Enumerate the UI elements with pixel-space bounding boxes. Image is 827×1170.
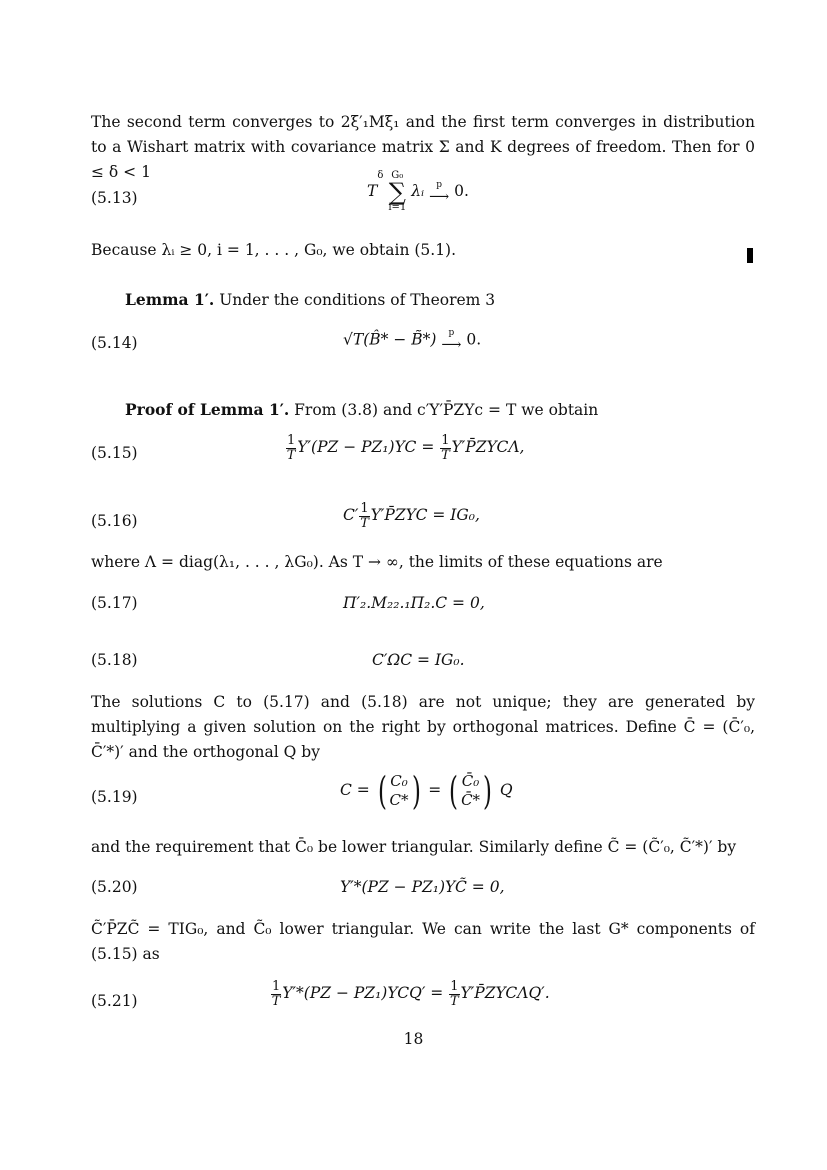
paragraph-requirement: and the requirement that C̄₀ be lower triangular. Similarly define C̃ = (C̃′₀, C̃′*)′ by (91, 838, 737, 856)
eq-5-14-rhs: 0. (466, 330, 482, 349)
lemma-text: Under the conditions of Theorem 3 (219, 291, 496, 309)
paragraph-last-components: C̃′P̄ZC̃ = TIG₀, and C̃₀ lower triangular. We can write the last G* components of (5.15) as (91, 920, 755, 963)
eq-5-21-mid: Y′*(PZ − PZ₁)YCQ′ = (282, 984, 444, 1003)
fraction-4-num: 1 (272, 979, 281, 994)
eq-5-15-mid: Y′(PZ − PZ₁)YC = (297, 438, 435, 457)
eq-5-15-rhs: Y′P̄ZYCΛ, (451, 438, 525, 457)
convergence-arrow-2: p ⟶ (441, 328, 462, 353)
lemma-label: Lemma 1′. (125, 290, 215, 309)
eq-5-16-number: (5.16) (91, 512, 138, 530)
equation-5-15 (285, 434, 524, 462)
eq-5-21-number: (5.21) (91, 992, 138, 1010)
eq-5-19-tail: Q (499, 781, 513, 799)
vector-c-top: C₀ (390, 772, 408, 791)
fraction-1-num: 1 (287, 433, 296, 448)
eq-5-20-expr: Y′*(PZ − PZ₁)YC̃ = 0, (340, 878, 505, 896)
vector-c: ( C₀ C* ) (377, 769, 421, 813)
fraction-5 (449, 980, 459, 1008)
eq-5-16-pre: C′ (343, 506, 359, 525)
where-line: where Λ = diag(λ₁, . . . , λG₀). As T → ∞, the limits of these equations are (91, 553, 663, 571)
paragraph-solutions: The solutions C to (5.17) and (5.18) are not unique; they are generated by multiplying a given solution on the right by orthogonal matrices. Define C̄ = (C̄′₀, C̄′*)′ and the orthogonal Q by (91, 693, 755, 761)
equation-5-16 (343, 502, 480, 530)
fraction-4 (271, 980, 281, 1008)
fraction-2 (440, 434, 450, 462)
fraction-1-den: T (286, 447, 296, 463)
vector-cbar-bottom: C̄* (461, 791, 481, 809)
fraction-3-den: T (360, 515, 369, 531)
vector-cbar: ( C̄₀ C̄* ) (449, 769, 492, 813)
eq-5-13-term: λᵢ (411, 182, 425, 200)
proof-label: Proof of Lemma 1′. (125, 400, 290, 419)
eq-5-17-number: (5.17) (91, 594, 138, 612)
equation-5-17 (343, 594, 485, 612)
vector-c-bottom: C* (389, 791, 409, 809)
eq-5-18-expr: C′ΩC = IG₀. (372, 651, 465, 669)
proof-heading (125, 400, 598, 419)
eq-5-20-number: (5.20) (91, 878, 138, 896)
eq-5-19-lhs: C = (340, 781, 370, 799)
fraction-3 (359, 502, 369, 530)
equation-5-14 (343, 329, 481, 352)
eq-5-13-lhs: T (367, 182, 378, 200)
fraction-5-den: T (450, 993, 459, 1009)
eq-5-21-rhs: Y′P̄ZYCΛQ′. (460, 984, 550, 1003)
fraction-2-num: 1 (441, 433, 450, 448)
eq-5-17-expr: Π′₂.M₂₂.₁Π₂.C = 0, (343, 594, 485, 612)
eq-5-18-number: (5.18) (91, 651, 138, 669)
sum-lower-limit: i=1 (388, 202, 407, 214)
fraction-1 (286, 434, 296, 462)
proof-text: From (3.8) and c′Y′P̄ZYc = T we obtain (294, 401, 599, 419)
sum-upper-limit: G₀ (391, 169, 404, 181)
eq-5-19-number: (5.19) (91, 788, 138, 806)
fraction-2-den: T (441, 447, 450, 463)
because-line: Because λᵢ ≥ 0, i = 1, . . . , G₀, we obtain (5.1). (91, 241, 457, 259)
convergence-arrow: p ⟶ (429, 179, 450, 205)
fraction-3-num: 1 (360, 501, 369, 516)
arrow-label-2: p (448, 328, 455, 338)
equation-5-18 (372, 651, 465, 669)
equation-5-20 (340, 878, 505, 896)
paragraph-intro: The second term converges to 2ξ′₁Mξ₁ and the first term converges in distribution to a Wishart matrix with covariance matrix Σ and K degrees of freedom. Then for 0 ≤ δ < 1 (91, 113, 755, 181)
lemma-heading (125, 290, 495, 309)
eq-5-13-number: (5.13) (91, 189, 138, 207)
eq-5-19-equals: = (428, 781, 442, 799)
arrow-label: p (436, 179, 443, 190)
equation-5-13 (367, 170, 469, 213)
eq-5-14-number: (5.14) (91, 334, 138, 352)
equation-5-21 (270, 980, 550, 1008)
fraction-4-den: T (271, 993, 281, 1009)
equation-5-19 (340, 769, 513, 813)
page-number: 18 (403, 1030, 424, 1048)
fraction-5-num: 1 (450, 979, 459, 994)
qed-mark (747, 248, 753, 263)
eq-5-13-rhs: 0. (454, 182, 469, 200)
eq-5-14-expr: √T(B̂* − B̃*) (343, 330, 437, 349)
eq-5-15-number: (5.15) (91, 444, 138, 462)
vector-cbar-top: C̄₀ (461, 772, 480, 791)
eq-5-16-rhs: Y′P̄ZYC = IG₀, (370, 506, 480, 525)
eq-5-13-sup: δ (377, 170, 384, 181)
summation: G₀ ∑ i=1 (388, 169, 407, 214)
